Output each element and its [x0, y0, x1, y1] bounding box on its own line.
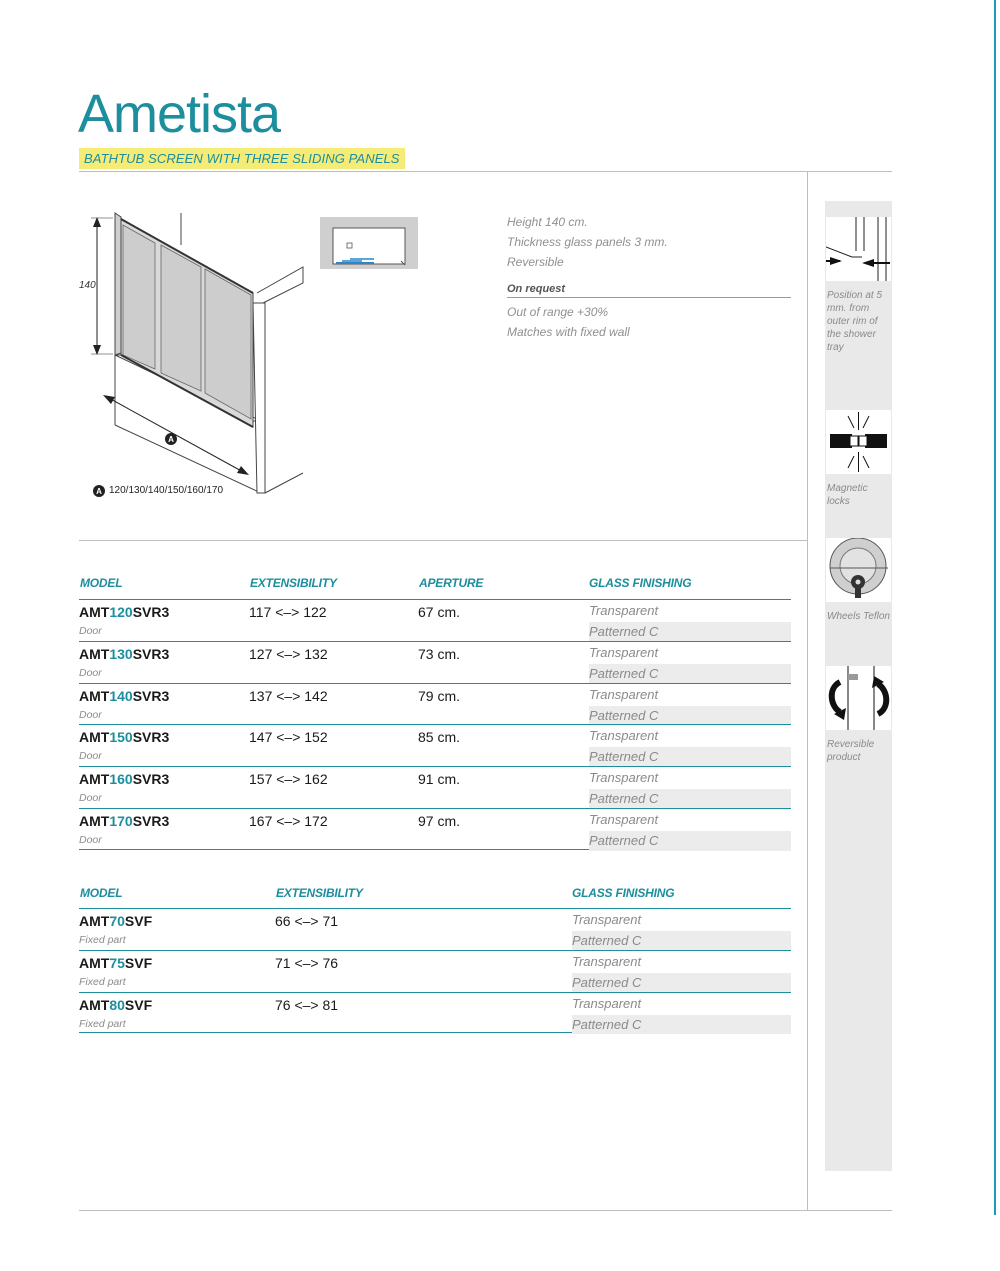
glass-transparent: Transparent: [572, 995, 642, 1011]
on-request-heading: On request: [507, 280, 791, 298]
page-subtitle: BATHTUB SCREEN WITH THREE SLIDING PANELS: [79, 148, 405, 169]
aperture-value: 79 cm.: [418, 687, 461, 704]
model-prefix: AMT: [79, 604, 110, 620]
gasket-position-icon: [826, 217, 891, 281]
model-type: Door: [79, 792, 102, 805]
glass-transparent: Transparent: [589, 686, 659, 702]
model-type: Fixed part: [79, 934, 126, 946]
model-size: 70: [109, 913, 125, 929]
aperture-value: 67 cm.: [418, 604, 461, 620]
table1-header-model: MODEL: [80, 576, 123, 590]
table1-header-aperture: APERTURE: [419, 576, 484, 590]
extensibility-value: 76 <–> 81: [275, 996, 339, 1013]
glass-patterned: Patterned C: [572, 973, 791, 993]
extensibility-value: 137 <–> 142: [249, 687, 328, 704]
extensibility-value: 127 <–> 132: [249, 645, 328, 662]
model-type: Fixed part: [79, 975, 126, 988]
model-prefix: AMT: [79, 954, 110, 971]
extensibility-value: 147 <–> 152: [249, 729, 328, 746]
model-code: [79, 646, 169, 662]
table-row: [79, 641, 791, 683]
page-edge-line: [994, 0, 996, 1215]
model-suffix: SVF: [124, 954, 153, 971]
model-size: 80: [109, 996, 125, 1013]
model-prefix: AMT: [79, 812, 110, 829]
aperture-value: 73 cm.: [418, 645, 461, 662]
model-size: 140: [109, 687, 133, 704]
model-size: 130: [109, 645, 133, 662]
reversible-icon: [826, 666, 891, 730]
feature-caption: Reversible product: [827, 739, 875, 763]
model-suffix: SVR3: [132, 604, 170, 620]
table2-fixed-models: [79, 908, 791, 1033]
model-code: [79, 955, 152, 971]
model-suffix: SVR3: [132, 687, 170, 704]
svg-text:A: A: [96, 487, 102, 496]
table1-header-extensibility: EXTENSIBILITY: [250, 576, 337, 590]
glass-transparent: Transparent: [589, 603, 659, 618]
model-code: [79, 997, 152, 1013]
aperture-value: 85 cm.: [418, 729, 461, 746]
model-type: Door: [79, 625, 102, 637]
model-type: Door: [79, 708, 102, 721]
model-size: 170: [109, 812, 133, 829]
feature-caption: Position at 5 mm. from outer rim of the shower tray: [827, 290, 883, 353]
model-type: Door: [79, 833, 102, 846]
glass-patterned: Patterned C: [589, 664, 791, 684]
table-row: [79, 599, 791, 641]
aperture-value: 97 cm.: [418, 812, 461, 829]
glass-transparent: Transparent: [589, 728, 659, 744]
glass-patterned: Patterned C: [572, 931, 791, 951]
model-type: Door: [79, 750, 102, 763]
model-size: 120: [109, 604, 133, 620]
model-code: [79, 913, 152, 929]
extensibility-value: 117 <–> 122: [249, 604, 327, 620]
aperture-value: 91 cm.: [418, 771, 461, 788]
magnetic-lock-icon: [826, 410, 891, 474]
model-type: Door: [79, 666, 102, 679]
table1-header-glass: GLASS FINISHING: [589, 576, 692, 590]
extensibility-value: 66 <–> 71: [275, 913, 339, 929]
table-row: [79, 724, 791, 766]
table-row: [79, 950, 791, 992]
width-values-label: 120/130/140/150/160/170: [109, 485, 223, 496]
model-code: [79, 729, 169, 745]
feature-magnetic-locks: [825, 410, 892, 508]
model-type: Fixed part: [79, 1017, 126, 1030]
svg-text:A: A: [168, 435, 174, 444]
model-code: [79, 604, 169, 620]
model-suffix: SVR3: [132, 645, 170, 662]
model-prefix: AMT: [79, 729, 110, 746]
glass-transparent: Transparent: [589, 770, 659, 786]
feature-gasket-position: [825, 217, 892, 354]
feature-caption: Magnetic locks: [827, 483, 868, 507]
spec-height: Height 140 cm.: [507, 215, 588, 229]
glass-patterned: Patterned C: [589, 789, 791, 809]
features-sidebar: [825, 201, 892, 1171]
page-title: Ametista: [78, 84, 281, 144]
table-row: [79, 808, 791, 850]
glass-transparent: Transparent: [572, 912, 642, 927]
extensibility-value: 157 <–> 162: [249, 771, 328, 788]
model-suffix: SVR3: [132, 729, 170, 746]
model-suffix: SVR3: [132, 812, 170, 829]
feature-reversible: [825, 666, 892, 764]
glass-patterned: Patterned C: [589, 831, 791, 851]
table2-header-extensibility: EXTENSIBILITY: [276, 886, 363, 900]
model-prefix: AMT: [79, 913, 110, 929]
spec-thickness: Thickness glass panels 3 mm.: [507, 235, 668, 249]
glass-patterned: Patterned C: [589, 622, 791, 642]
model-size: 75: [109, 954, 125, 971]
spec-out-of-range: Out of range +30%: [507, 305, 609, 319]
model-prefix: AMT: [79, 687, 110, 704]
glass-transparent: Transparent: [589, 644, 659, 660]
glass-transparent: Transparent: [589, 811, 659, 827]
glass-transparent: Transparent: [572, 953, 642, 969]
table2-header-glass: GLASS FINISHING: [572, 886, 675, 900]
model-prefix: AMT: [79, 996, 110, 1013]
table-row: [79, 683, 791, 725]
footer-divider: [79, 1210, 892, 1211]
model-prefix: AMT: [79, 645, 110, 662]
model-suffix: SVF: [124, 996, 153, 1013]
feature-teflon-wheels: [825, 538, 892, 623]
table-row: [79, 766, 791, 808]
model-size: 150: [109, 729, 133, 746]
table1-door-models: [79, 599, 791, 850]
extensibility-value: 167 <–> 172: [249, 812, 328, 829]
model-code: [79, 813, 169, 829]
column-divider: [807, 171, 808, 1211]
table-row: [79, 992, 791, 1034]
glass-patterned: Patterned C: [589, 706, 791, 726]
top-view-thumbnail: [320, 217, 418, 274]
model-size: 160: [109, 771, 133, 788]
section-divider: [79, 540, 807, 541]
table2-header-model: MODEL: [80, 886, 123, 900]
model-suffix: SVR3: [132, 771, 170, 788]
product-drawing: [75, 205, 315, 510]
model-prefix: AMT: [79, 771, 110, 788]
glass-patterned: Patterned C: [572, 1015, 791, 1035]
header-divider: [79, 171, 892, 172]
specifications: [507, 212, 791, 342]
model-code: [79, 688, 169, 704]
model-code: [79, 771, 169, 787]
model-suffix: SVF: [124, 913, 153, 929]
teflon-wheel-icon: [826, 538, 891, 602]
glass-patterned: Patterned C: [589, 747, 791, 767]
extensibility-value: 71 <–> 76: [275, 954, 339, 971]
spec-fixed-wall: Matches with fixed wall: [507, 325, 630, 339]
height-dimension-label: 140: [79, 280, 96, 291]
table-row: [79, 908, 791, 950]
spec-reversible: Reversible: [507, 255, 564, 269]
feature-caption: Wheels Teflon: [827, 611, 890, 622]
